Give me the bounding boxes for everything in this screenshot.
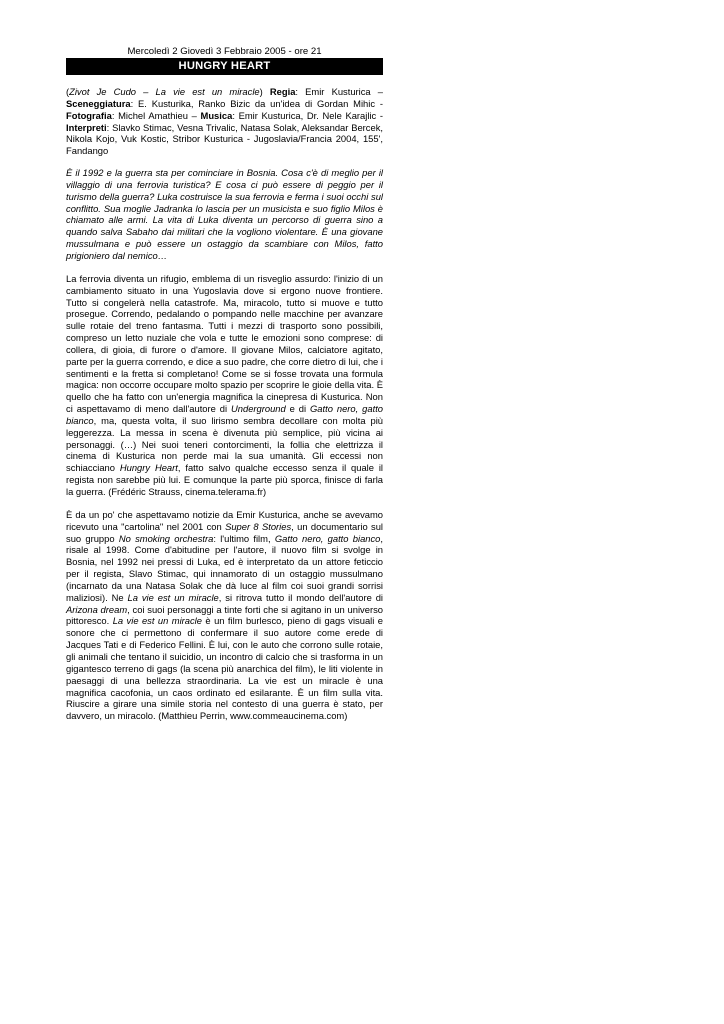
review-telerama-paragraph	[66, 273, 383, 498]
review2-film-title-5: Arizona dream	[66, 603, 128, 615]
credits-interpreti-value: : Slavko Stimac, Vesna Trivalic, Natasa Solak, Aleksandar Bercek, Nikola Kojo, Vuk Kostic, Stribor Kusturica - Jugoslavia/Francia 2004, 155', Fandango	[66, 121, 383, 157]
review2-film-title-3: Gatto nero, gatto bianco	[274, 532, 381, 544]
review2-text-5: , si ritrova tutto il mondo dell'autore di	[218, 591, 384, 603]
review2-text-1: È da un po' che aspettavamo notizie da Emir Kusturica, anche se avevamo ricevuto una "cartolina" nel 2001 con	[66, 508, 383, 532]
credits-regia-value: : Emir Kusturica –	[295, 86, 383, 97]
review1-text-3: , ma, questa volta, il suo lirismo sembra decollare con molta più leggerezza. La messa in scena è divenuta più semplice, più vicina ai personaggi. (…) Nei suoi teneri contorcimenti, la follia che elettrizza il cinema di Kusturica non perde mai la sua umanità. Gli eccessi non schiacciano	[66, 414, 383, 474]
credits-musica-label: Musica	[200, 109, 233, 121]
review1-text-1: La ferrovia diventa un rifugio, emblema di un risveglio assurdo: l'inizio di un cambiamento situato in una Yugoslavia dove si ergono nuove frontiere. Tutto si congelerà nella catastrofe. Ma, miracolo, tutto si muove e tutto prosegue. Correndo, pedalando o pompando nelle macchine per avanzare sulle rotaie del treno fantasma. Tutti i mezzi di trasporto sono possibili, compreso un letto nuziale che vola e tutte le emozioni sono comprese: di collera, di gioia, di furore o d'amore. Il giovane Milos, calciatore agitato, parte per la guerra correndo, e dice a suo padre, che corre dietro di lui, che i sentimenti e la fretta si completano! Come se si fosse trovata una formula magica: non occorre occupare molto spazio per scoprire le gioie della vita. È quello che ha fatto con un'energia magnifica la cinepresa di Kusturica. Non ci aspettavamo di meno dall'autore di	[66, 272, 383, 415]
review1-film-title-3: Hungry Heart	[119, 462, 178, 474]
review2-film-title-6: La vie est un miracle	[112, 615, 202, 627]
credits-interpreti-label: Interpreti	[66, 121, 107, 133]
review2-text-2: , un documentario sul suo gruppo	[66, 520, 384, 544]
credits-musica-value: : Emir Kusturica, Dr. Nele Karajlic -	[232, 109, 383, 121]
review2-text-4: , risale al 1998. Come d'abitudine per l'autore, il nuovo film si svolge in Bosnia, nel 1992 nei pressi di Luka, ed è interpretato da un attore feticcio per il regista, Slavo Stimac, qui innamorato di un ostaggio mussulmano (incarnato da una Natasa Solak che dà luce al film coi suoi grandi sorrisi maliziosi). Ne	[66, 532, 384, 603]
document-page	[66, 46, 383, 722]
credits-fotografia-label: Fotografia	[66, 109, 112, 121]
review1-film-title-2: Gatto nero, gatto bianco	[66, 403, 384, 426]
screening-dateline: Mercoledì 2 Giovedì 3 Febbraio 2005 - ore 21	[127, 46, 322, 57]
review1-text-2: e di	[285, 403, 311, 415]
synopsis-paragraph: È il 1992 e la guerra sta per cominciare in Bosnia. Cosa c'è di meglio per il villaggio di una ferrovia turistica? E cosa ci può essere di peggio per il turismo della guerra? Luka costruisce la sua ferrovia e ferma i suoi occhi sul conflitto. Sua moglie Jadranka lo lascia per un musicista e suo figlio Milos è chiamato alle armi. La vita di Luka diventa un percorso di guerra sino a quando salva Sabaho dai militari che la vogliono violentare. È una giovane mussulmana e può essere un ostaggio da scambiare con Milos, fatto prigioniero dal nemico…	[66, 167, 383, 261]
credits-paragraph	[66, 86, 383, 157]
credits-fotografia-value: : Michel Amathieu –	[111, 109, 201, 121]
review1-text-4: , fatto salvo qualche eccesso senza il quale il regista non sarebbe più lui. E comunque la parte più sporca, finisce di farla la guerra. (Frédéric Strauss, cinema.telerama.fr)	[66, 462, 384, 497]
credits-open-paren: (	[66, 86, 70, 97]
review2-text-7: è un film burlesco, pieno di gags visuali e sonore che ci permettono di confermare il suo autore come erede di Jacques Tati e di Federico Fellini. È lui, con le auto che corrono sulle rotaie, gli animali che tentano il suicidio, un incontro di calcio che si trasforma in un gigantesco terreno di gags (la scena più anarchica del film), le liti violente in paesaggi di una bellezza straordinaria. La vie est un miracle è una magnifica cacofonia, un caos ordinato ed esilarante. È un film sulla vita. Riuscire a girare una simile storia nel contesto di una guerra è stato, per davvero, un miracolo. (Matthieu Perrin, www.commeaucinema.com)	[66, 615, 383, 722]
credits-regia-label: Regia	[269, 86, 296, 97]
review-commeaucinema-paragraph	[66, 509, 383, 722]
review2-film-title-2: No smoking orchestra	[118, 532, 214, 544]
film-title-banner: HUNGRY HEART	[66, 58, 383, 75]
credits-close-paren: )	[259, 86, 270, 97]
review2-text-3: : l'ultimo film,	[213, 532, 275, 544]
review2-film-title-4: La vie est un miracle	[127, 591, 219, 603]
review1-film-title-1: Underground	[231, 403, 286, 415]
review2-text-6: , coi suoi personaggi a tinte forti che si agitano in un universo pittoresco.	[66, 603, 383, 627]
review2-film-title-1: Super 8 Stories	[225, 520, 292, 532]
credits-alt-title: Zivot Je Cudo – La vie est un miracle	[69, 86, 260, 97]
credits-sceneggiatura-label: Sceneggiatura	[66, 97, 131, 109]
credits-sceneggiatura-value: : E. Kusturika, Ranko Bizic da un'idea di Gordan Mihic -	[130, 97, 383, 109]
